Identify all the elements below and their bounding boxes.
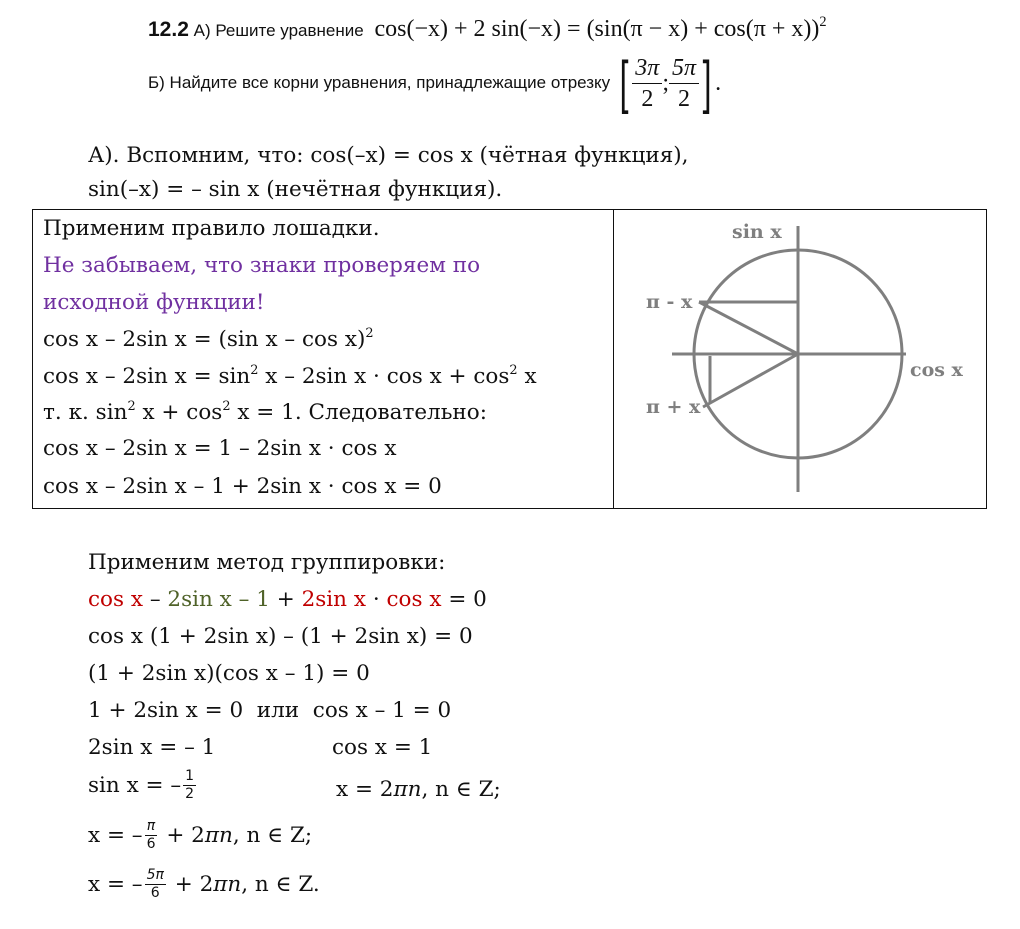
box-line-3: исходной функции!: [43, 290, 265, 315]
fraction-5pi-6-den: 6: [150, 885, 160, 901]
solution-grouping-line: [88, 587, 487, 612]
solution-line-7: [88, 818, 312, 853]
group-term-cos: cos x: [88, 587, 143, 612]
interval-right-num: 5π: [669, 53, 699, 84]
interval-end: .: [715, 69, 722, 96]
group-op-plus: +: [269, 587, 302, 612]
solution-line-2: cos x (1 + 2sin x) – (1 + 2sin x) = 0: [88, 624, 473, 649]
task-interval: [616, 50, 722, 115]
group-eq-zero: = 0: [441, 587, 487, 612]
interval-right-fraction: [669, 53, 699, 114]
line-6b-text: x = 2: [336, 777, 394, 802]
line-7-tail: , n ∈ Z;: [232, 823, 313, 848]
group-term-2sin-minus-1: 2sin x – 1: [167, 587, 270, 612]
label-cos-x: cos x: [910, 359, 963, 381]
group-op-dot: ·: [366, 587, 387, 612]
solution-line-3: (1 + 2sin x)(cos x – 1) = 0: [88, 661, 370, 686]
line-6b-tail: , n ∈ Z;: [421, 777, 501, 802]
line-6b-pin: πn: [393, 777, 422, 802]
solution-heading: Применим метод группировки:: [88, 550, 446, 575]
label-pi-plus-x: п + x: [646, 396, 701, 418]
box-line-7: cos x – 2sin x = 1 – 2sin x · cos x: [43, 436, 397, 461]
line-8-tail: , n ∈ Z.: [241, 872, 320, 897]
task-equation-text: cos(−x) + 2 sin(−x) = (sin(π − x) + cos(π + x)): [374, 16, 820, 42]
box-line-5-pow2: 2: [509, 362, 518, 378]
intro-line-1: А). Вспомним, что: cos(–x) = cos x (чётная функция),: [88, 143, 689, 168]
solution-line-5a: 2sin x = – 1: [88, 735, 216, 760]
box-line-1: Применим правило лошадки.: [43, 216, 380, 241]
solution-line-6b: [336, 777, 501, 802]
box-line-6-a: т. к. sin: [43, 400, 128, 425]
box-line-5-a: cos x – 2sin x = sin: [43, 364, 251, 389]
solution-line-6a: [88, 768, 198, 803]
fraction-5pi-6: [145, 867, 166, 902]
box-line-5-pow1: 2: [250, 362, 259, 378]
label-pi-minus-x: п - x: [646, 291, 693, 313]
box-line-2: Не забываем, что знаки проверяем по: [43, 253, 481, 278]
interval-left-fraction: [632, 53, 662, 114]
unit-circle-diagram: [614, 210, 986, 508]
box-line-6-b: x + cos: [135, 400, 223, 425]
task-part-b-label: Б) Найдите все корни уравнения, принадлежащие отрезку: [148, 73, 611, 92]
task-equation: [374, 13, 827, 42]
interval-right-den: 2: [678, 85, 691, 112]
line-7-text: x = –: [88, 823, 143, 848]
solution-line-8: [88, 867, 320, 902]
group-op-dash: –: [142, 587, 168, 612]
box-line-5: [43, 364, 537, 389]
intro-line-2: sin(–x) = – sin x (нечётная функция).: [88, 177, 503, 202]
pi-minus-x-radius: [699, 302, 798, 354]
interval-left-num: 3π: [632, 53, 662, 84]
fraction-one-half-den: 2: [185, 786, 195, 802]
task-equation-power: 2: [819, 13, 827, 30]
task-number: 12.2: [148, 18, 189, 41]
fraction-5pi-6-num: 5π: [146, 867, 164, 883]
box-line-6: [43, 400, 487, 425]
line-6a-text: sin x = –: [88, 773, 182, 798]
box-line-4-text: cos x – 2sin x = (sin x – cos x): [43, 327, 366, 352]
box-line-6-pow1: 2: [127, 398, 136, 414]
fraction-pi-6: [145, 818, 158, 853]
solution-line-4: 1 + 2sin x = 0 или cos x – 1 = 0: [88, 698, 452, 723]
group-term-2sin: 2sin x: [301, 587, 366, 612]
box-line-6-c: x = 1. Следовательно:: [230, 400, 487, 425]
interval-close-bracket: ]: [702, 50, 712, 115]
task-line-b: [148, 48, 721, 118]
pi-plus-x-radius: [703, 354, 798, 407]
box-line-4: [43, 327, 374, 352]
box-line-8: cos x – 2sin x – 1 + 2sin x · cos x = 0: [43, 474, 442, 499]
task-line-a: [148, 14, 827, 46]
interval-separator: ;: [662, 69, 669, 96]
interval-left-den: 2: [641, 85, 654, 112]
line-7-pin: πn: [204, 823, 233, 848]
solution-line-5b: cos x = 1: [332, 735, 433, 760]
fraction-one-half-num: 1: [185, 768, 195, 784]
interval-open-bracket: [: [619, 50, 629, 115]
line-7-plus: + 2: [159, 823, 205, 848]
fraction-pi-6-den: 6: [146, 836, 156, 852]
task-part-a-label: А) Решите уравнение: [193, 21, 364, 40]
box-line-5-c: x: [517, 364, 537, 389]
line-8-pin: πn: [213, 872, 242, 897]
box-line-6-pow2: 2: [222, 398, 231, 414]
group-term-cos-2: cos x: [386, 587, 442, 612]
label-sin-x: sin x: [732, 221, 782, 243]
fraction-one-half: [183, 768, 196, 803]
box-line-5-b: x – 2sin x · cos x + cos: [258, 364, 510, 389]
line-8-text: x = –: [88, 872, 143, 897]
box-line-4-power: 2: [365, 325, 374, 341]
line-8-plus: + 2: [167, 872, 214, 897]
fraction-pi-6-num: π: [145, 818, 158, 836]
